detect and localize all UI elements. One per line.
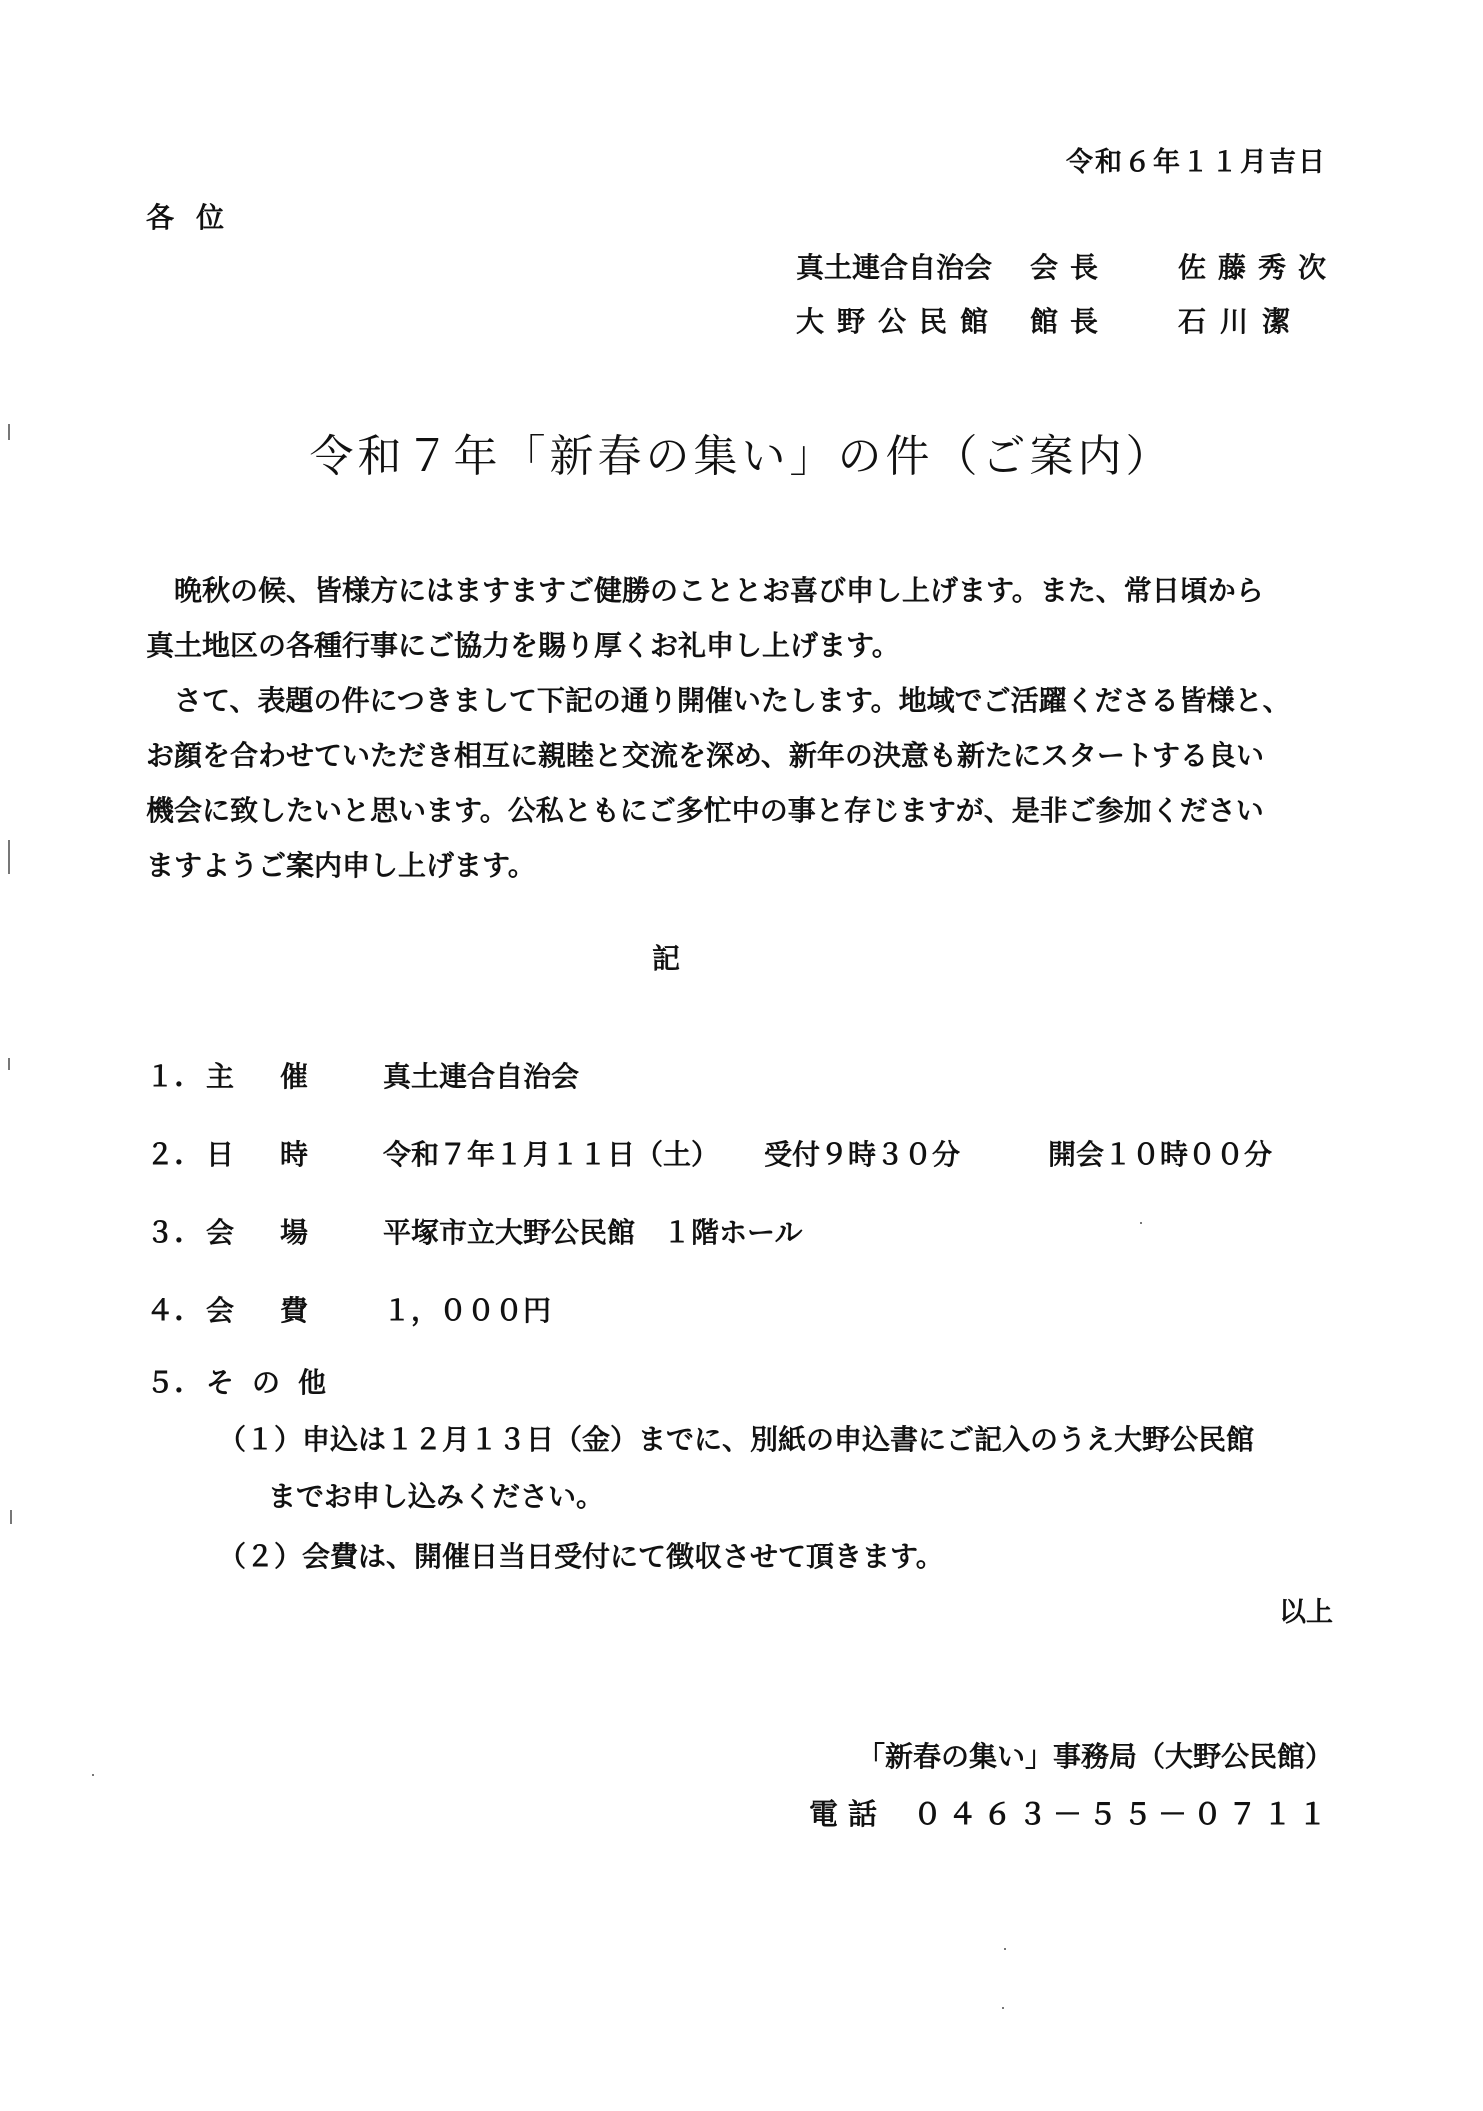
phone-label: 電話 — [808, 1797, 887, 1831]
ki-heading: 記 — [651, 942, 680, 975]
note-1-line-1: （１）申込は１２月１３日（金）までに、別紙の申込書にご記入のうえ大野公民館 — [218, 1423, 1255, 1456]
body-line: ますようご案内申し上げます。 — [146, 849, 536, 882]
body-text — [146, 563, 1336, 893]
item-fee — [146, 1289, 1346, 1329]
document-date: 令和６年１１月吉日 — [1066, 147, 1327, 178]
sender-name: 石川潔 — [1178, 305, 1305, 338]
item-number: ２. — [146, 1138, 184, 1171]
phone-number: ０４６３－５５－０７１１ — [912, 1797, 1333, 1831]
addressee: 各位 — [146, 201, 247, 234]
item-number: ４. — [146, 1294, 184, 1327]
item-value: 真土連合自治会 — [383, 1060, 580, 1093]
event-date: 令和７年１月１１日（土） — [383, 1138, 720, 1171]
body-line: お顔を合わせていただき相互に親睦と交流を深め、新年の決意も新たにスタートする良い — [146, 739, 1265, 772]
item-number: ３. — [146, 1216, 184, 1249]
document-title: 令和７年「新春の集い」の件（ご案内） — [309, 431, 1174, 482]
item-number: ５. — [146, 1366, 184, 1399]
body-paragraph-1 — [146, 563, 1336, 673]
scan-mark — [8, 1058, 10, 1070]
sender-org: 大野公民館 — [796, 305, 1002, 338]
contact-office: 「新春の集い」事務局（大野公民館） — [856, 1740, 1333, 1773]
opening-time: 開会１０時００分 — [1048, 1138, 1273, 1171]
item-number: １. — [146, 1060, 184, 1093]
item-datetime — [146, 1133, 1346, 1173]
item-host — [146, 1055, 1346, 1095]
scan-mark — [8, 424, 10, 440]
body-line: 晩秋の候、皆様方にはますますご健勝のこととお喜び申し上げます。また、常日頃から — [174, 574, 1264, 607]
note-2: （２）会費は、開催日当日受付にて徴収させて頂きます。 — [218, 1540, 944, 1573]
scan-mark — [92, 1774, 94, 1776]
body-line: 真土地区の各種行事にご協力を賜り厚くお礼申し上げます。 — [146, 629, 900, 662]
item-label: 日時 — [206, 1138, 355, 1171]
sender-row-2 — [796, 300, 1336, 340]
body-paragraph-2 — [146, 673, 1336, 893]
sender-role: 館長 — [1030, 305, 1111, 338]
scan-mark — [10, 1510, 12, 1524]
sender-row-1 — [796, 246, 1339, 286]
reception-time: 受付９時３０分 — [764, 1138, 961, 1171]
note-1-line-2: までお申し込みください。 — [268, 1480, 605, 1513]
scan-mark — [1004, 1948, 1006, 1950]
item-value: １，０００円 — [383, 1294, 552, 1327]
item-label: 会費 — [206, 1294, 355, 1327]
scan-mark — [1002, 2007, 1004, 2009]
sender-role: 会長 — [1030, 251, 1111, 284]
sender-name: 佐藤秀次 — [1178, 251, 1339, 284]
scan-mark — [1140, 1222, 1142, 1224]
item-value: 平塚市立大野公民館 １階ホール — [383, 1216, 803, 1249]
item-label: 会場 — [206, 1216, 355, 1249]
item-venue — [146, 1211, 1346, 1251]
scan-mark — [8, 840, 10, 874]
item-other — [146, 1361, 1346, 1401]
item-label: その他 — [206, 1366, 345, 1399]
body-line: さて、表題の件につきまして下記の通り開催いたします。地域でご活躍くださる皆様と、 — [174, 684, 1291, 717]
sender-org: 真土連合自治会 — [796, 251, 993, 284]
item-label: 主催 — [206, 1060, 355, 1093]
body-line: 機会に致したいと思います。公私ともにご多忙中の事と存じますが、是非ご参加ください — [146, 794, 1264, 827]
closing-mark: 以上 — [1279, 1597, 1333, 1628]
contact-phone — [809, 1792, 1333, 1833]
